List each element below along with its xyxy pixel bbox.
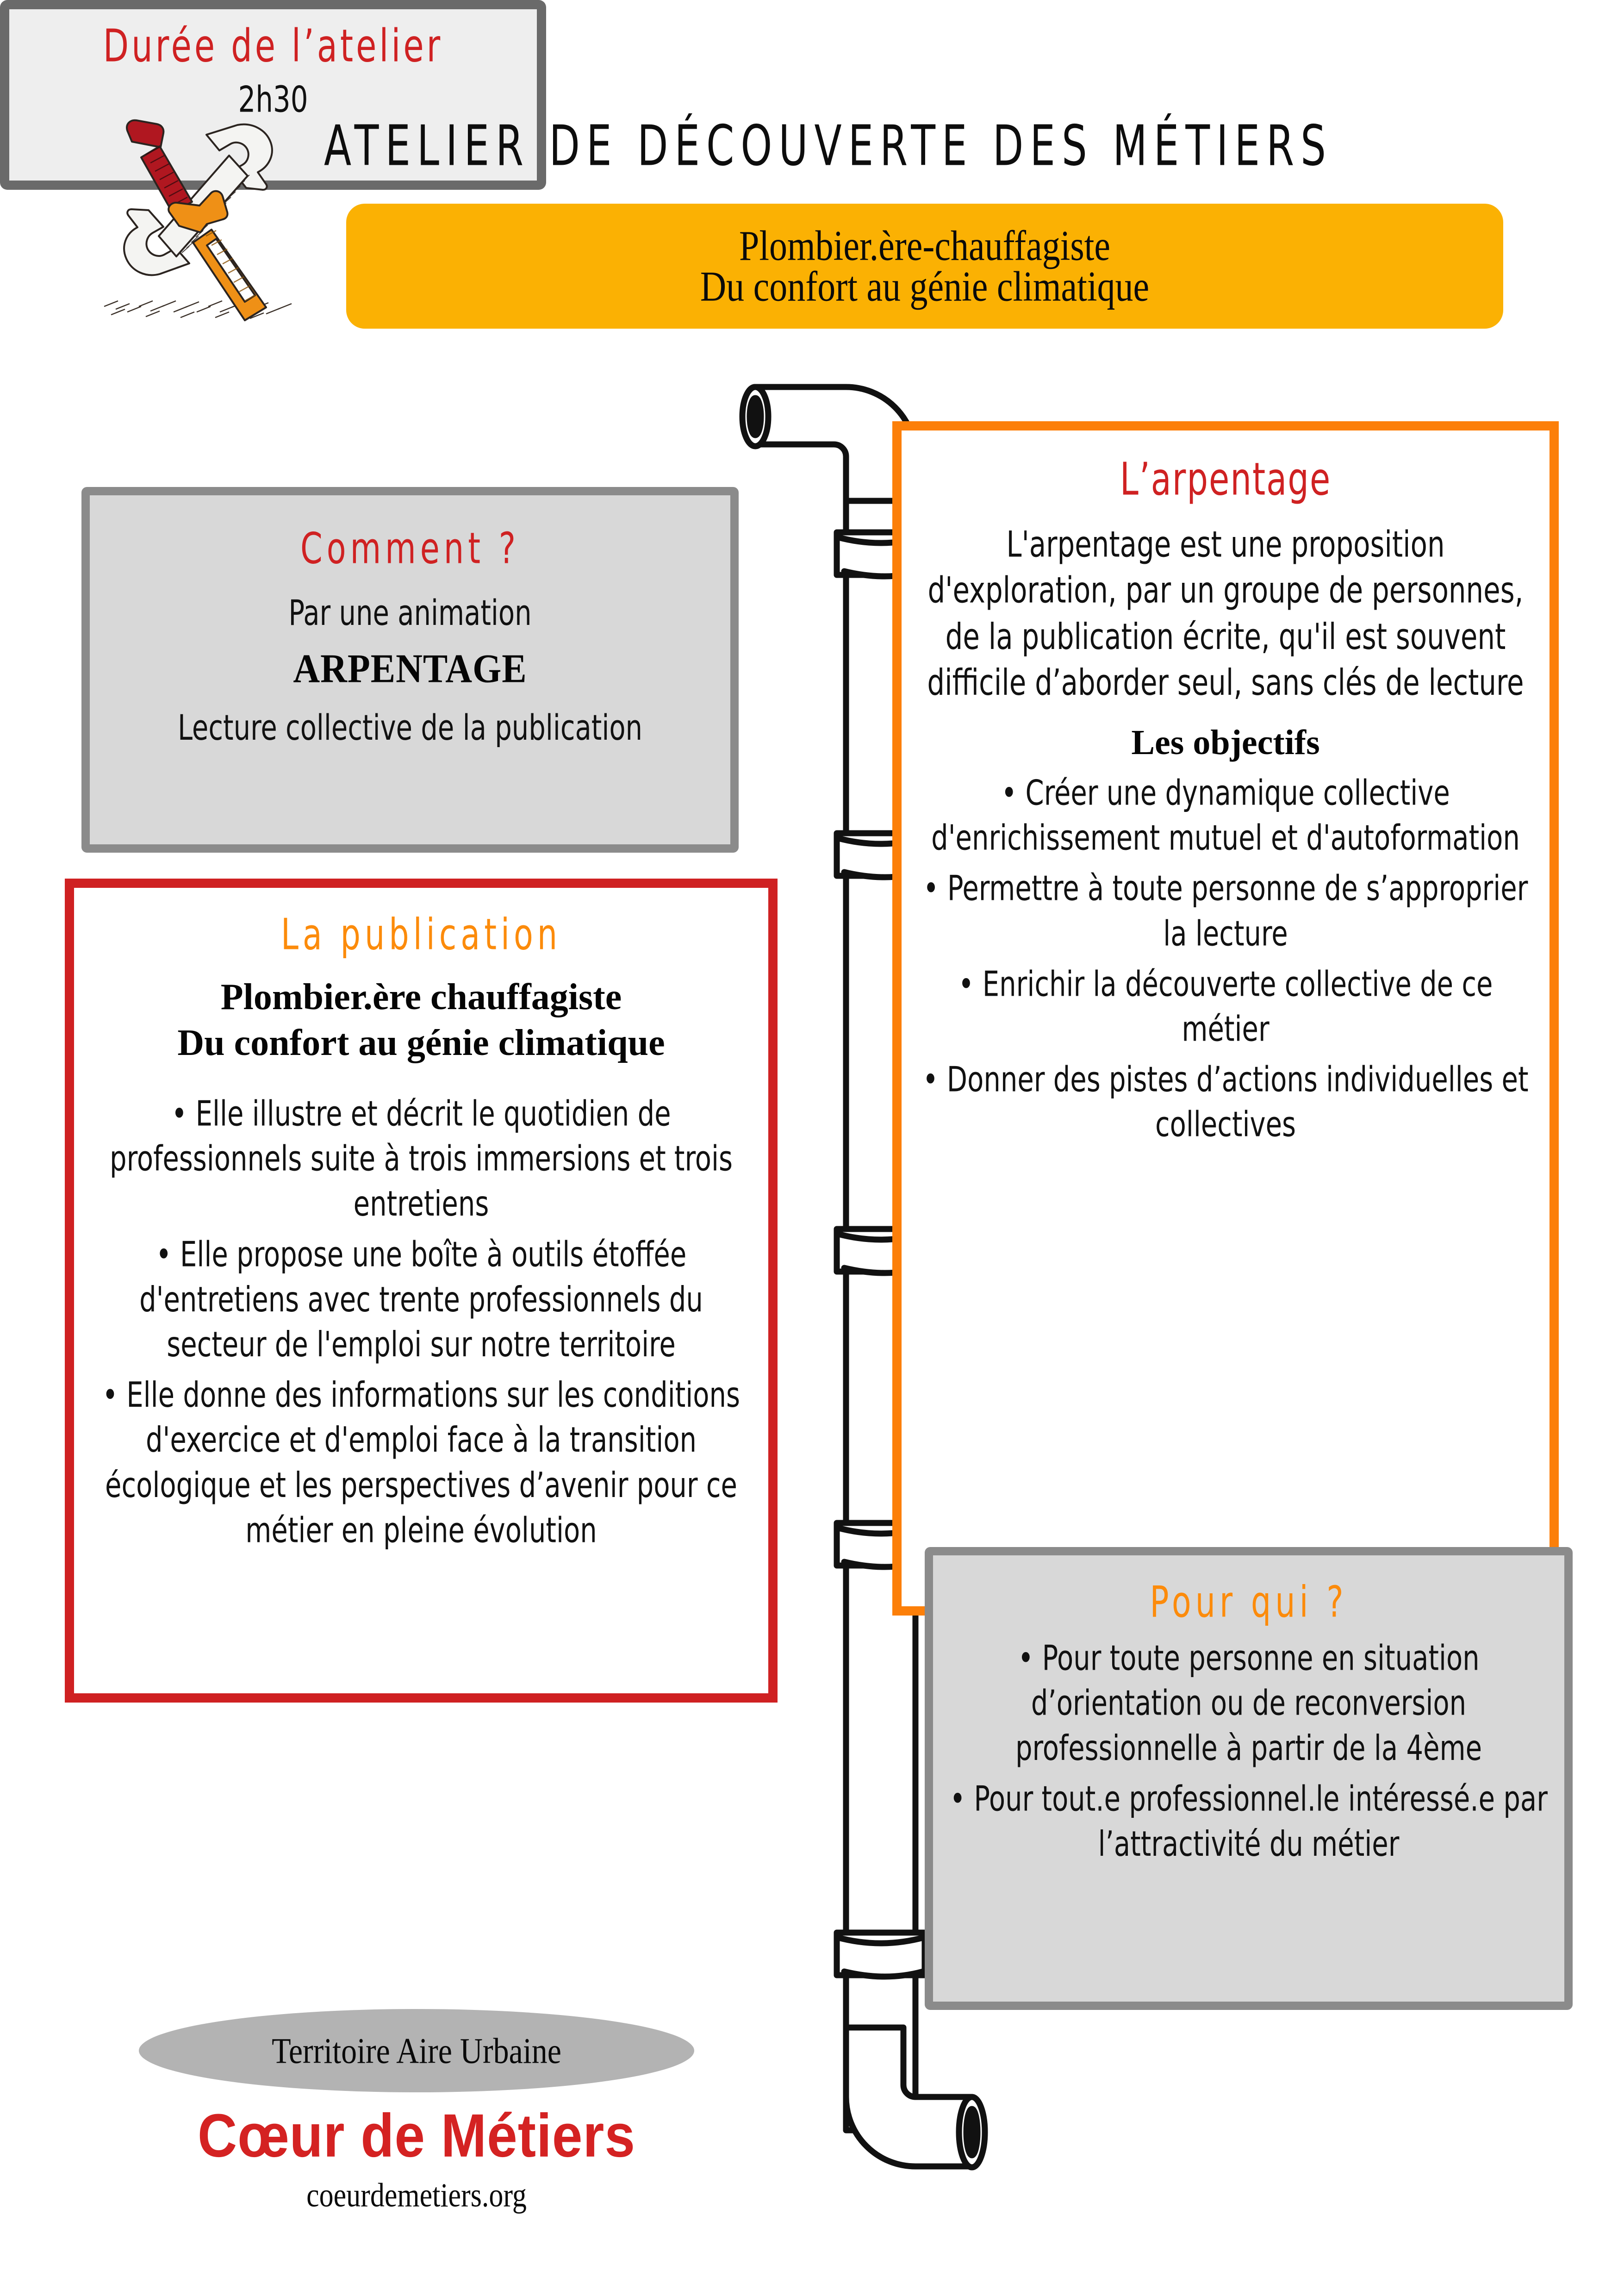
pour-qui-card-heading: Pour qui ? [1150,1577,1348,1627]
job-title-banner [346,204,1503,329]
brand-name: Cœur de Métiers [197,2102,636,2170]
list-item: • Créer une dynamique collective d'enrichissement mutuel et d'autoformation [931,773,1520,859]
objectifs-title: Les objectifs [1131,723,1320,762]
publication-title-line-2: Du confort au génie climatique [177,1023,665,1064]
comment-card-line-3: Lecture collective de la publication [177,708,643,749]
list-item: • Elle donne des informations sur les conditions d'exercice et d'emploi face à la transition écologique et les perspectives d’avenir pour ce métier en pleine évolution [102,1375,740,1551]
duree-card-heading: Durée de l’atelier [103,19,443,72]
arpentage-card-heading: L’arpentage [1120,453,1332,505]
publication-card-heading: La publication [280,909,562,960]
list-item: • Donner des pistes d’actions individuelles et collectives [922,1060,1529,1145]
job-title-line-2: Du confort au génie climatique [700,262,1150,310]
publication-title-line-1: Plombier.ère chauffagiste [220,977,622,1017]
comment-card-heading: Comment ? [300,523,520,574]
page-title: ATELIER DE DÉCOUVERTE DES MÉTIERS [324,113,1332,178]
organization-logo [93,2009,741,2268]
arpentage-card-intro: L'arpentage est une proposition d'exploration, par un groupe de personnes, de la publication écrite, qu'il est souvent difficile d’aborder seul, sans clés de lecture [927,523,1524,704]
publication-card [65,879,778,1703]
list-item: • Pour toute personne en situation d’orientation ou de reconversion professionnelle à partir de la 4ème [1015,1638,1482,1769]
comment-card-keyword: ARPENTAGE [293,646,527,692]
pour-qui-card [925,1547,1573,2010]
list-item: • Elle illustre et décrit le quotidien de professionnels suite à trois immersions et trois entretiens [110,1094,733,1225]
duree-value: 2h30 [238,78,308,121]
website-url[interactable]: coeurdemetiers.org [306,2177,527,2215]
territory-label: Territoire Aire Urbaine [272,2030,561,2071]
job-title-line-1: Plombier.ère-chauffagiste [739,221,1111,269]
list-item: • Enrichir la découverte collective de ce métier [958,964,1493,1050]
publication-bullet-list [93,1092,750,1554]
comment-card-line-1: Par une animation [288,593,532,634]
crossed-wrench-and-screwdriver-icon [90,97,308,329]
list-item: • Pour tout.e professionnel.le intéressé.e par l’attractivité du métier [950,1779,1548,1865]
list-item: • Permettre à toute personne de s’approprier la lecture [923,868,1528,954]
list-item: • Elle propose une boîte à outils étoffée d'entretiens avec trente professionnels du secteur de l'emploi sur notre territoire [139,1235,703,1365]
territory-badge [139,2009,694,2092]
comment-card [81,487,739,853]
objectifs-list [915,771,1536,1148]
pour-qui-bullet-list [949,1636,1549,1867]
publication-title [93,974,750,1066]
arpentage-card [892,421,1559,1616]
